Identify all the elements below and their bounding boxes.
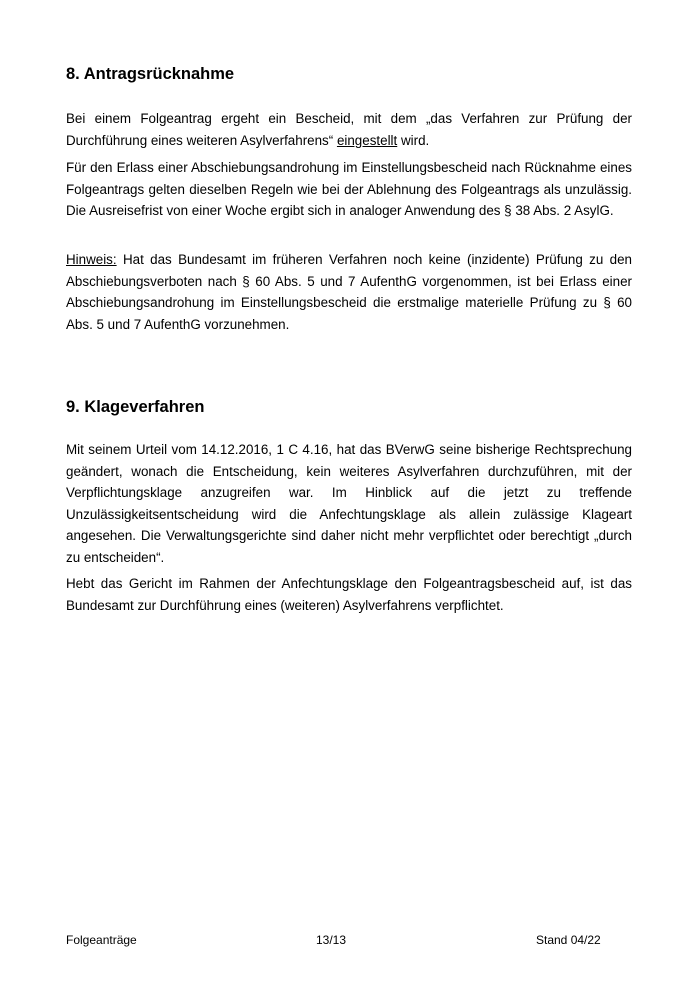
section-8-heading: 8. Antragsrücknahme	[66, 65, 235, 83]
section-8-p1-text-after: wird.	[397, 132, 430, 148]
section-9-heading: 9. Klageverfahren	[66, 398, 205, 416]
section-8-p1-underlined-word: eingestellt	[336, 132, 398, 148]
section-9-paragraph-2: Hebt das Gericht im Rahmen der Anfechtungsklage den Folgeantragsbescheid auf, ist das Bundesamt zur Durchführung eines (weiteren) Asylverfahrens verpflichtet.	[66, 576, 632, 613]
section-8-paragraph-2: Für den Erlass einer Abschiebungsandrohung im Einstellungsbescheid nach Rücknahme eines Folgeantrags gelten dieselben Regeln wie bei der Ablehnung des Folgeantrags als unzulässig. Die Ausreisefrist von einer Woche ergibt sich in analoger Anwendung des § 38 Abs. 2 AsylG.	[66, 160, 632, 218]
footer-version-date: Stand 04/22	[536, 933, 601, 947]
footer-page-number: 13/13	[316, 933, 347, 947]
hinweis-label: Hinweis:	[66, 252, 117, 267]
document-page	[66, 0, 632, 990]
section-8-paragraph-3	[66, 249, 632, 335]
section-8-p1-text-before: Bei einem Folgeantrag ergeht ein Bescheid, mit dem „das Verfahren zur Prüfung der Durchführung eines weiteren Asylverfahrens“	[66, 111, 632, 148]
section-9-paragraph-1: Mit seinem Urteil vom 14.12.2016, 1 C 4.16, hat das BVerwG seine bisherige Rechtsprechung geändert, wonach die Entscheidung, kein weiteres Asylverfahren durchzuführen, mit der Verpflichtungsklage anzugreifen war. Im Hinblick auf die jetzt zu treffende Unzulässigkeitsentscheidung wird die Anfechtungsklage als allein zulässige Klageart angesehen. Die Verwaltungsgerichte sind daher nicht mehr verpflichtet oder berechtigt „durch zu entscheiden“.	[66, 442, 632, 565]
footer-document-title: Folgeanträge	[66, 933, 137, 947]
section-8-paragraph-1	[66, 108, 632, 151]
hinweis-text: Hat das Bundesamt im früheren Verfahren noch keine (inzidente) Prüfung zu den Abschiebungsverboten nach § 60 Abs. 5 und 7 AufenthG vorgenommen, ist bei Erlass einer Abschiebungsandrohung im Einstellungsbescheid die erstmalige materielle Prüfung zu § 60 Abs. 5 und 7 AufenthG vorzunehmen.	[66, 252, 632, 332]
